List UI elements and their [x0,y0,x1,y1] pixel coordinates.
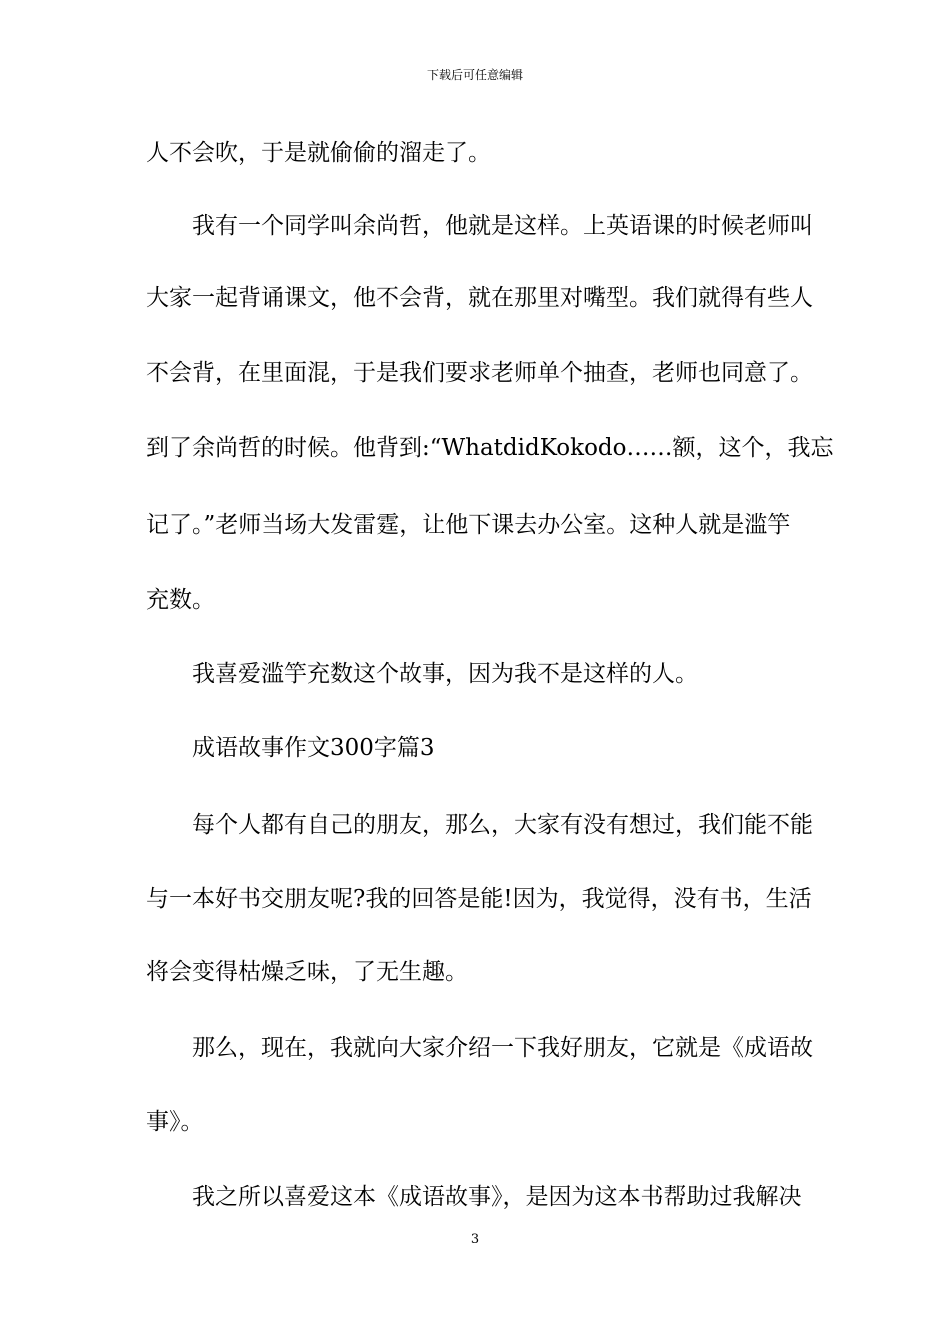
text-line: 到了余尚哲的时候。他背到:“WhatdidKokodo……额，这个，我忘 [146,435,834,461]
text-line: 那么，现在，我就向大家介绍一下我好朋友，它就是《成语故 [192,1035,813,1061]
text-line: 充数。 [146,587,215,613]
text-line: 大家一起背诵课文，他不会背，就在那里对嘴型。我们就得有些人 [146,285,813,311]
text-line: 不会背，在里面混，于是我们要求老师单个抽查，老师也同意了。 [146,360,813,386]
page-header: 下载后可任意编辑 [426,68,523,82]
text-line: 记了。”老师当场大发雷霆，让他下课去办公室。这种人就是滥竽 [146,512,791,538]
text-line: 事》。 [146,1109,204,1135]
section-heading: 成语故事作文300字篇3 [192,735,435,761]
text-line: 我有一个同学叫余尚哲，他就是这样。上英语课的时候老师叫 [192,213,813,239]
page-number: 3 [470,1232,480,1247]
text-line: 与一本好书交朋友呢?我的回答是能!因为，我觉得，没有书，生活 [146,886,812,912]
text-line: 每个人都有自己的朋友，那么，大家有没有想过，我们能不能 [192,812,813,838]
text-line: 将会变得枯燥乏味，了无生趣。 [146,959,468,985]
text-line: 人不会吹，于是就偷偷的溜走了。 [146,140,491,166]
text-line: 我之所以喜爱这本《成语故事》，是因为这本书帮助过我解决 [192,1184,802,1210]
text-line: 我喜爱滥竽充数这个故事，因为我不是这样的人。 [192,661,698,687]
